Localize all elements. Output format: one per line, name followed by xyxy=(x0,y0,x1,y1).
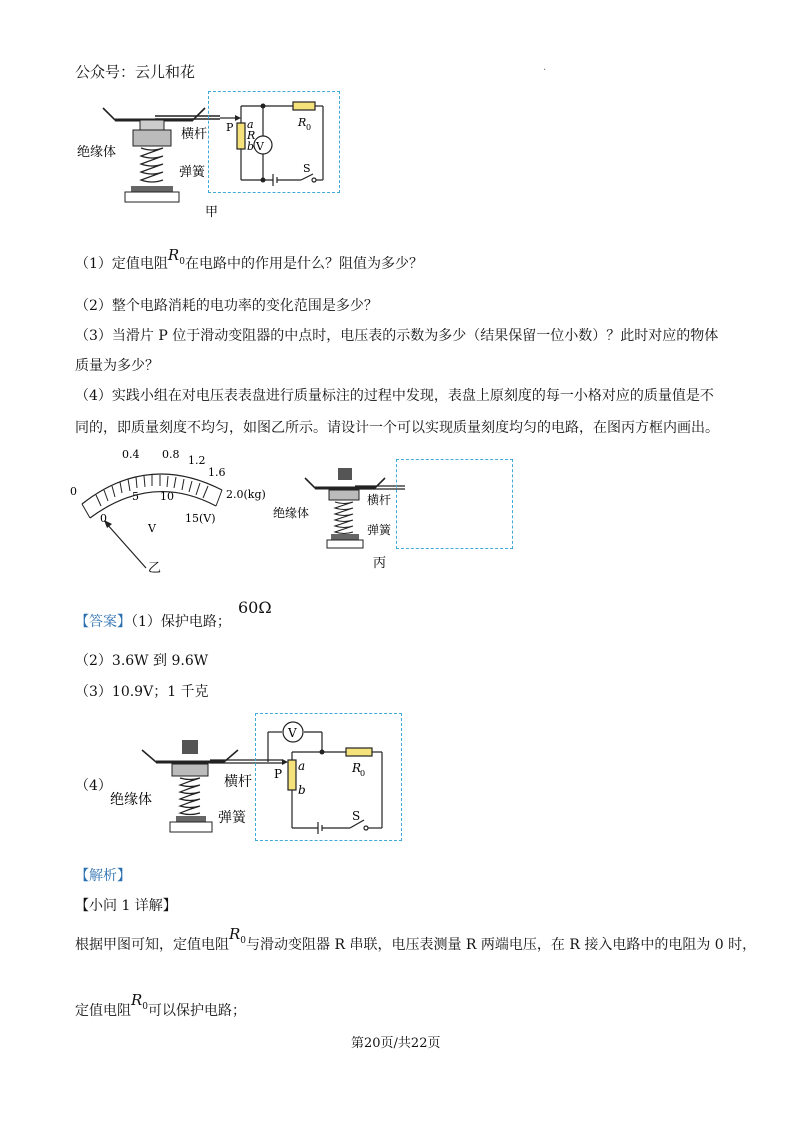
svg-text:5: 5 xyxy=(132,490,139,503)
svg-text:R: R xyxy=(298,116,307,129)
spring-label: 弹簧 xyxy=(218,810,246,826)
svg-text:R: R xyxy=(247,129,256,142)
insulator-block xyxy=(329,490,359,500)
v-label: V xyxy=(288,726,297,740)
post xyxy=(140,120,164,130)
svg-text:P: P xyxy=(274,767,283,781)
spring-label: 弹簧 xyxy=(179,165,206,180)
question-3-line1: （3）当滑片 P 位于滑动变阻器的中点时，电压表的示数为多少（结果保留一位小数）？此时对应的物体 xyxy=(75,328,719,344)
svg-text:0.4: 0.4 xyxy=(122,448,140,461)
answer-2: （2）3.6W 到 9.6W xyxy=(75,653,209,669)
lever-label: 横杆 xyxy=(224,774,252,790)
wechat-header: 公众号：云儿和花 xyxy=(75,63,196,81)
svg-text:15(V): 15(V) xyxy=(185,512,216,525)
weight xyxy=(338,468,352,480)
question-4-line2: 同的，即质量刻度不均匀，如图乙所示。请设计一个可以实现质量刻度均匀的电路，在图丙方框内画出。 xyxy=(75,420,719,436)
tray xyxy=(103,108,205,120)
svg-text:b: b xyxy=(247,140,255,153)
analysis-tag: 【解析】 xyxy=(75,868,131,884)
analysis-paragraph-2: 定值电阻$R^0$可以保护电路； xyxy=(75,991,247,1019)
question-4-line1: （4）实践小组在对电压表表盘进行质量标注的过程中发现，表盘上原刻度的每一小格对应的质量值是不 xyxy=(75,388,714,404)
lever-label: 横杆 xyxy=(181,127,208,142)
svg-text:S: S xyxy=(303,162,311,175)
answer-4: （4） xyxy=(75,778,112,794)
v-label: V xyxy=(256,140,264,153)
svg-text:a: a xyxy=(247,118,254,131)
answer-tag: 【答案】 xyxy=(75,614,131,630)
insulator-block xyxy=(172,764,208,776)
svg-text:a: a xyxy=(298,759,306,773)
dial-ticks xyxy=(96,475,208,506)
page-number: 第20页/共22页 xyxy=(351,1036,441,1051)
svg-text:0: 0 xyxy=(360,769,366,778)
base xyxy=(170,822,212,832)
svg-text:1.6: 1.6 xyxy=(208,466,226,479)
jia-dashed-frame xyxy=(208,91,340,193)
svg-text:2.0(kg): 2.0(kg) xyxy=(226,488,266,501)
svg-text:绝缘体: 绝缘体 xyxy=(273,506,310,520)
svg-text:P: P xyxy=(226,121,234,134)
insulator-block xyxy=(133,130,171,146)
insulator-label: 绝缘体 xyxy=(77,145,117,160)
answer-3: （3）10.9V；1 千克 xyxy=(75,684,209,700)
answer-1: 【答案】（1）保护电路； xyxy=(75,614,231,630)
svg-text:0: 0 xyxy=(70,485,77,498)
weight xyxy=(182,740,198,754)
svg-text:0: 0 xyxy=(306,123,312,132)
answer-1-value: 60Ω xyxy=(238,598,272,617)
base xyxy=(125,192,179,202)
spring xyxy=(180,778,200,815)
svg-text:R: R xyxy=(352,761,362,775)
figure-label: 丙 xyxy=(373,556,387,571)
spring xyxy=(141,148,163,182)
svg-text:b: b xyxy=(298,783,306,797)
svg-text:0.8: 0.8 xyxy=(162,448,180,461)
stray-dot: . xyxy=(543,62,547,73)
svg-text:弹簧: 弹簧 xyxy=(367,523,392,537)
question-1: （1）定值电阻$R^0$在电路中的作用是什么？阻值为多少？ xyxy=(75,246,423,272)
figure-bing xyxy=(275,462,415,574)
svg-text:1.2: 1.2 xyxy=(188,454,206,467)
base-top xyxy=(131,186,173,192)
svg-text:V: V xyxy=(148,522,156,535)
bing-answer-box xyxy=(396,459,513,549)
svg-text:10: 10 xyxy=(160,490,174,503)
svg-text:0: 0 xyxy=(100,512,107,525)
spring xyxy=(335,502,353,534)
figure-label: 甲 xyxy=(205,205,219,220)
needle xyxy=(106,523,146,568)
answer-dashed-frame xyxy=(255,713,402,841)
base xyxy=(327,540,363,548)
question-2: （2）整个电路消耗的电功率的变化范围是多少？ xyxy=(75,298,378,314)
svg-text:横杆: 横杆 xyxy=(367,493,392,507)
question-3-line2: 质量为多少？ xyxy=(75,358,159,374)
insulator-label: 绝缘体 xyxy=(110,792,152,808)
analysis-paragraph-1: 根据甲图可知，定值电阻$R^0$与滑动变阻器 R 串联，电压表测量 R 两端电压，在 R 接入电路中的电阻为 0 时， xyxy=(75,925,757,953)
subquestion-1-heading: 【小问 1 详解】 xyxy=(75,898,177,914)
svg-text:S: S xyxy=(352,809,361,823)
figure-label: 乙 xyxy=(148,561,162,576)
figure-yi xyxy=(70,440,280,575)
